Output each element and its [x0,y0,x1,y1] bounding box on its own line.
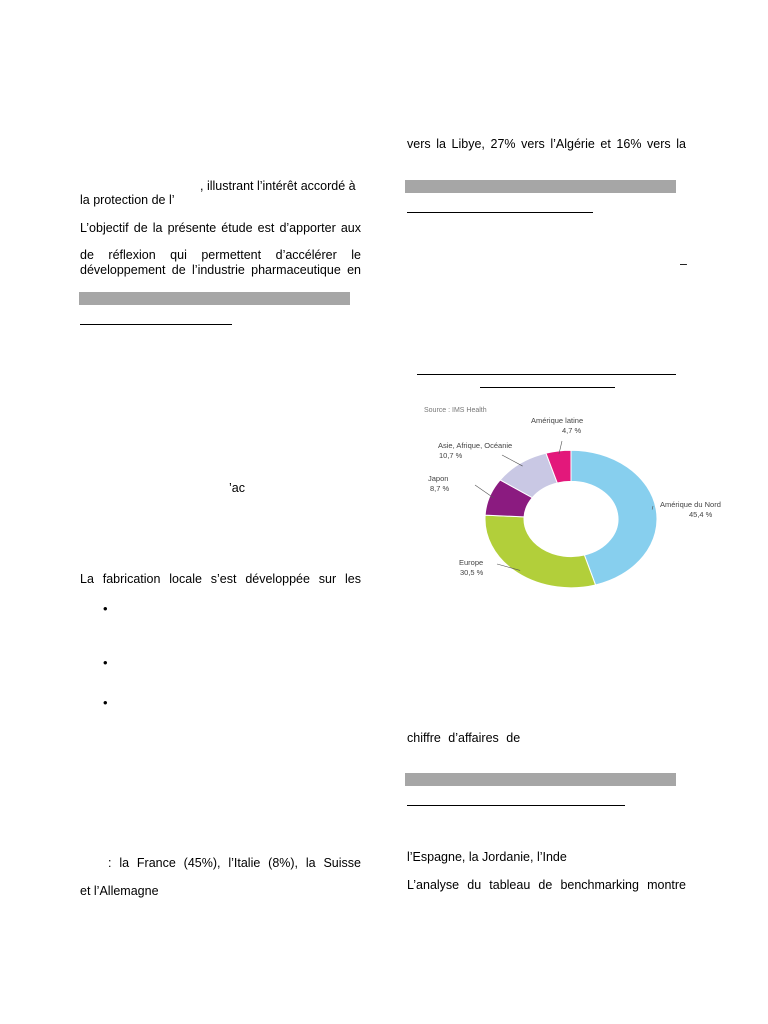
redacted-heading-bar [405,180,676,193]
redacted-heading-bar [405,773,676,786]
paragraph-line: et l’Allemagne [80,884,159,898]
paragraph-line: chiffre d’affaires de [407,731,521,745]
paragraph-line: la protection de l’ [80,193,175,207]
paragraph-line: L’objectif de la présente étude est d’apporter aux [80,221,361,235]
paragraph-line: vers la Libye, 27% vers l’Algérie et 16% vers la [407,137,686,151]
slice-value-label: 30,5 % [460,568,484,577]
slice-category-label: Amérique du Nord [660,500,721,509]
slice-category-label: Europe [459,558,484,567]
caption-rule [417,374,676,375]
underline-rule [80,324,232,325]
paragraph-line: développement de l’industrie pharmaceutique en [80,263,361,277]
slice-value-label: 45,4 % [689,510,713,519]
caption-rule [480,387,615,388]
slice-value-label: 10,7 % [439,451,463,460]
paragraph-line: l’Espagne, la Jordanie, l’Inde [407,850,567,864]
bullet-point: • [103,601,108,616]
paragraph-line: L’analyse du tableau de benchmarking montre [407,878,686,892]
paragraph-line: La fabrication locale s’est développée sur les [80,572,361,586]
slice-category-label: Asie, Afrique, Océanie [438,441,513,450]
leader-line [475,485,493,498]
slice-category-label: Amérique latine [531,416,584,425]
underline-rule [407,212,593,213]
bullet-point: • [103,695,108,710]
leader-line [502,455,523,466]
chart-source: Source : IMS Health [424,407,487,414]
donut-chart [405,398,765,598]
donut-slice [485,515,596,588]
redacted-heading-bar [79,292,350,305]
paragraph-fragment: ’ac [229,481,245,495]
underline-rule [407,805,625,806]
slice-value-label: 8,7 % [430,484,450,493]
dash-fragment: – [680,257,687,271]
paragraph-line: : la France (45%), l’Italie (8%), la Suisse [108,856,361,870]
paragraph-line: de réflexion qui permettent d’accélérer le [80,248,361,262]
slice-value-label: 4,7 % [562,426,582,435]
slice-category-label: Japon [428,474,449,483]
bullet-point: • [103,655,108,670]
paragraph-fragment: , illustrant l’intérêt accordé à [200,179,356,193]
